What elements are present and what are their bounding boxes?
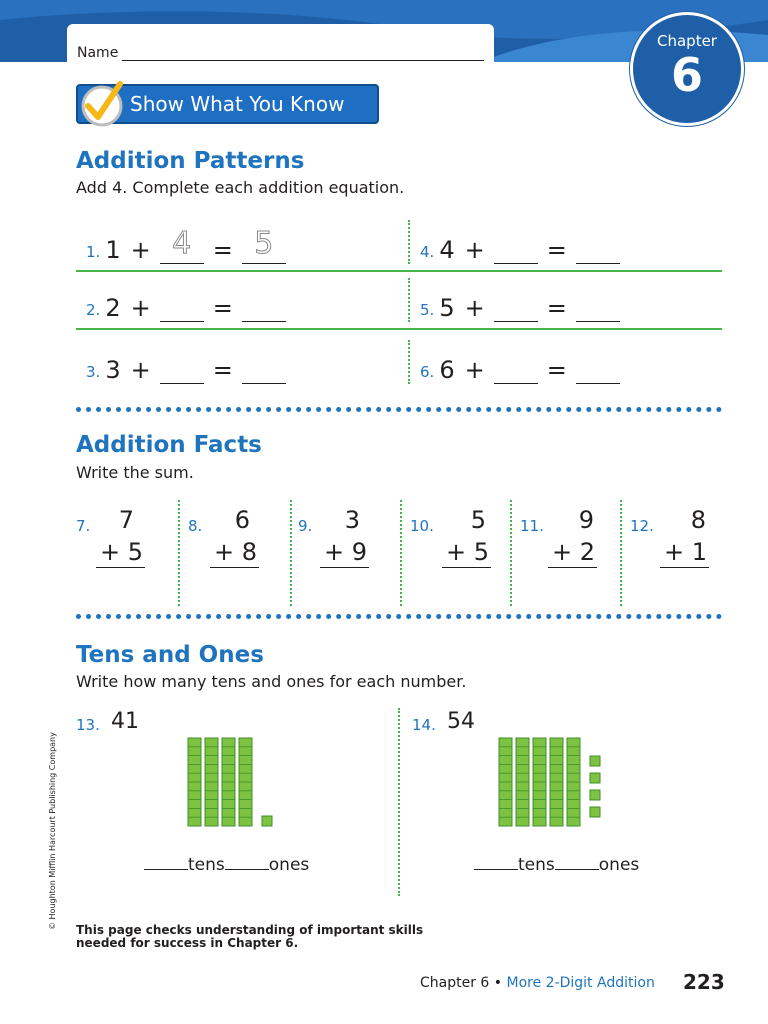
- equals-sign: =: [212, 236, 233, 264]
- problem-number: 7.: [76, 517, 91, 535]
- equals-sign: =: [212, 294, 233, 322]
- problem-number: 4.: [420, 243, 435, 261]
- pattern-problem-5: [420, 272, 629, 330]
- tens-rod: [499, 738, 512, 826]
- addend: 6: [439, 356, 455, 384]
- ones-blank[interactable]: [555, 854, 599, 870]
- fact-problem-9: [290, 500, 400, 606]
- fact-bottom-addend: + 1: [660, 538, 709, 568]
- fact-problem-10: [400, 500, 510, 606]
- plus-sign: +: [130, 356, 151, 384]
- answer-blank[interactable]: [494, 236, 538, 264]
- name-box: [67, 24, 494, 68]
- traced-example: 4: [172, 226, 192, 261]
- fact-problem-11: [510, 500, 620, 606]
- addend: 4: [439, 236, 455, 264]
- tens-label: tens: [188, 855, 225, 875]
- fact-top-addend: 8: [690, 506, 706, 534]
- fact-top-addend: 7: [118, 506, 134, 534]
- answer-blank[interactable]: [242, 226, 286, 264]
- fact-bottom-addend: + 2: [548, 538, 597, 568]
- tens-rod: [222, 738, 235, 826]
- equals-sign: =: [546, 294, 567, 322]
- addend: 1: [105, 236, 121, 264]
- tens-rods: [499, 738, 580, 826]
- pattern-row-1: [76, 214, 722, 272]
- pattern-row-3: [76, 334, 722, 392]
- problem-number: 1.: [86, 243, 101, 261]
- tens-ones-answer-13: [144, 854, 309, 875]
- column-divider: [178, 500, 180, 606]
- fact-problem-8: [178, 500, 288, 606]
- fact-problem-12: [620, 500, 730, 606]
- ones-cube: [590, 773, 600, 783]
- page-number: 223: [683, 970, 725, 994]
- pattern-problem-1: [86, 214, 295, 272]
- fact-top-addend: 6: [234, 506, 250, 534]
- tens-rod: [567, 738, 580, 826]
- column-divider: [408, 278, 410, 322]
- column-divider: [398, 708, 400, 896]
- problem-number: 3.: [86, 363, 101, 381]
- name-field[interactable]: [122, 60, 484, 61]
- footer-chapter: Chapter 6 •: [420, 975, 503, 991]
- problem-number: 10.: [410, 517, 434, 535]
- answer-blank[interactable]: [242, 356, 286, 384]
- ones-cube: [590, 756, 600, 766]
- tens-ones-answer-14: [474, 854, 639, 875]
- answer-blank[interactable]: [576, 356, 620, 384]
- ones-cubes: [590, 756, 600, 817]
- banner-title: Show What You Know: [130, 92, 345, 116]
- problem-number: 11.: [520, 517, 544, 535]
- traced-example: 5: [254, 226, 274, 261]
- section-divider: [76, 614, 722, 619]
- column-divider: [408, 220, 410, 264]
- answer-blank[interactable]: [576, 294, 620, 322]
- answer-blank[interactable]: [576, 236, 620, 264]
- ones-cube: [590, 790, 600, 800]
- ones-cubes: [262, 816, 272, 826]
- name-label: Name: [77, 45, 119, 61]
- section-title-addition-patterns: Addition Patterns: [76, 148, 305, 174]
- problem-number: 5.: [420, 301, 435, 319]
- answer-blank[interactable]: [494, 294, 538, 322]
- tens-rod: [550, 738, 563, 826]
- fact-problem-7: [76, 500, 186, 606]
- answer-blank[interactable]: [160, 226, 204, 264]
- answer-blank[interactable]: [242, 294, 286, 322]
- plus-sign: +: [464, 236, 485, 264]
- ones-label: ones: [268, 855, 310, 875]
- base-ten-blocks-54: [497, 736, 607, 832]
- chapter-word: Chapter: [657, 32, 717, 50]
- tens-blank[interactable]: [474, 854, 518, 870]
- fact-top-addend: 5: [470, 506, 486, 534]
- problem-number: 2.: [86, 301, 101, 319]
- tens-blank[interactable]: [144, 854, 188, 870]
- ones-cube: [262, 816, 272, 826]
- fact-bottom-addend: + 5: [96, 538, 145, 568]
- addend: 5: [439, 294, 455, 322]
- target-number: 41: [111, 709, 139, 734]
- pattern-problem-6: [420, 334, 629, 392]
- equals-sign: =: [212, 356, 233, 384]
- tens-rod: [188, 738, 201, 826]
- problem-number: 8.: [188, 517, 203, 535]
- plus-sign: +: [464, 294, 485, 322]
- problem-number: 6.: [420, 363, 435, 381]
- footer-chapter-ref: [420, 975, 655, 991]
- pattern-row-2: [76, 272, 722, 330]
- tens-rods: [188, 738, 252, 826]
- tens-rod: [239, 738, 252, 826]
- checkmark-icon: [78, 80, 126, 128]
- base-ten-blocks-41: [186, 736, 286, 832]
- fact-top-addend: 9: [578, 506, 594, 534]
- fact-bottom-addend: + 9: [320, 538, 369, 568]
- fact-bottom-addend: + 5: [442, 538, 491, 568]
- target-number: 54: [447, 709, 475, 734]
- section-divider: [76, 407, 722, 412]
- chapter-badge: [630, 12, 744, 126]
- copyright-notice: © Houghton Mifflin Harcourt Publishing Company: [48, 732, 57, 930]
- equals-sign: =: [546, 356, 567, 384]
- pattern-problem-4: [420, 214, 629, 272]
- tens-rod: [516, 738, 529, 826]
- section-title-tens-and-ones: Tens and Ones: [76, 642, 264, 668]
- column-divider: [290, 500, 292, 606]
- tens-rod: [205, 738, 218, 826]
- addend: 2: [105, 294, 121, 322]
- tens-label: tens: [518, 855, 555, 875]
- ones-label: ones: [598, 855, 640, 875]
- instruction-addition-facts: Write the sum.: [76, 463, 194, 482]
- column-divider: [510, 500, 512, 606]
- answer-blank[interactable]: [160, 356, 204, 384]
- instruction-tens-and-ones: Write how many tens and ones for each number.: [76, 672, 467, 691]
- pattern-problem-3: [86, 334, 295, 392]
- instruction-addition-patterns: Add 4. Complete each addition equation.: [76, 178, 405, 197]
- plus-sign: +: [130, 294, 151, 322]
- column-divider: [620, 500, 622, 606]
- problem-number: 12.: [630, 517, 654, 535]
- equals-sign: =: [546, 236, 567, 264]
- problem-number: 13.: [76, 716, 100, 734]
- column-divider: [400, 500, 402, 606]
- ones-blank[interactable]: [225, 854, 269, 870]
- answer-blank[interactable]: [494, 356, 538, 384]
- chapter-number: 6: [670, 48, 703, 102]
- section-title-addition-facts: Addition Facts: [76, 432, 262, 458]
- problem-number: 14.: [412, 716, 436, 734]
- ones-cube: [590, 807, 600, 817]
- fact-top-addend: 3: [344, 506, 360, 534]
- column-divider: [408, 340, 410, 384]
- pattern-problem-2: [86, 272, 295, 330]
- plus-sign: +: [464, 356, 485, 384]
- addend: 3: [105, 356, 121, 384]
- page-footnote: This page checks understanding of important skills needed for success in Chapter 6.: [76, 923, 424, 950]
- answer-blank[interactable]: [160, 294, 204, 322]
- plus-sign: +: [130, 236, 151, 264]
- tens-rod: [533, 738, 546, 826]
- problem-number: 9.: [298, 517, 313, 535]
- fact-bottom-addend: + 8: [210, 538, 259, 568]
- footer-topic: More 2-Digit Addition: [506, 975, 655, 991]
